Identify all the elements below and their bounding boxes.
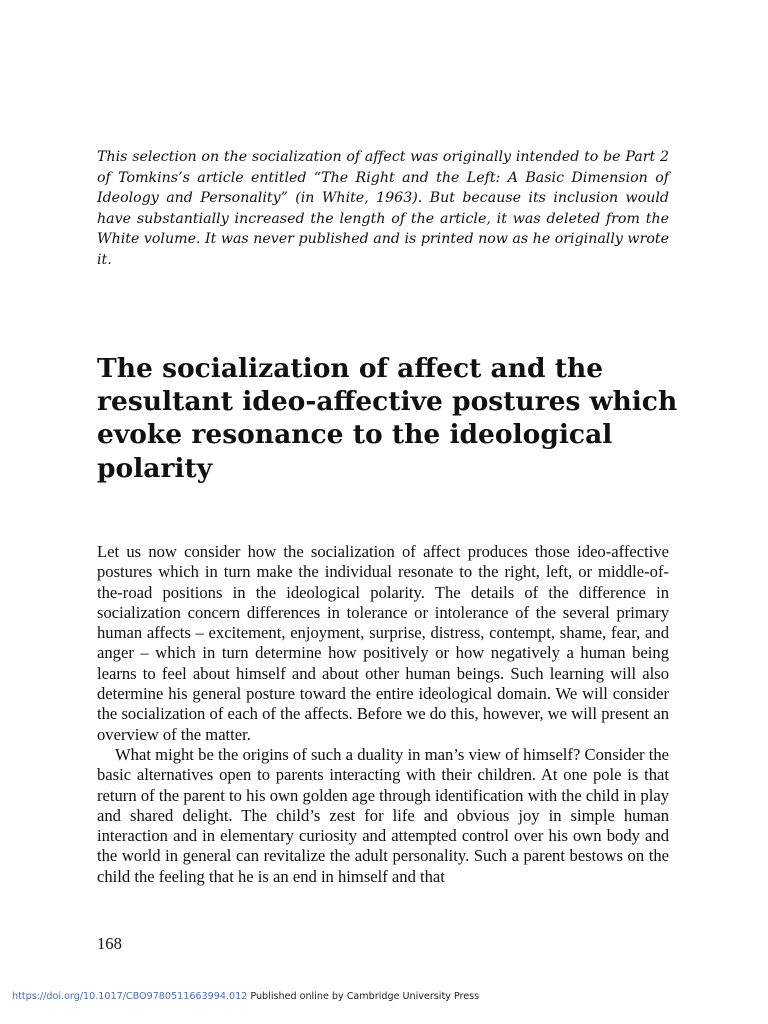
- publication-footer: [12, 990, 479, 1004]
- editorial-note: This selection on the socialization of affect was originally intended to be Part 2 of Tomkins’s article entitled “The Right and the Left: A Basic Dimension of Ideology and Personality” (in White, 1963). But because its inclusion would have substantially increased the length of the article, it was deleted from the White volume. It was never published and is printed now as he originally wrote it.: [97, 149, 669, 268]
- body-paragraph-2: What might be the origins of such a duality in man’s view of himself? Consider the basic alternatives open to parents interacting with their children. At one pole is that return of the parent to his own golden age through identification with the child in play and shared delight. The child’s zest for life and obvious joy in simple human interaction and in elementary curiosity and attempted control over his own body and the world in general can revitalize the adult personality. Such a parent bestows on the child the feeling that he is an end in himself and that: [97, 744, 669, 886]
- footer-publisher-text: Published online by Cambridge University Press: [247, 991, 480, 1002]
- chapter-title: The socialization of affect and the resultant ideo-affective postures which evoke resonance to the ideological polarity: [97, 353, 678, 484]
- body-paragraph-1: Let us now consider how the socialization of affect produces those ideo-affective postures which in turn make the individual resonate to the right, left, or middle-of-the-road positions in the ideological polarity. The details of the difference in socialization concern differences in tolerance or intolerance of the several primary human affects – excitement, enjoyment, surprise, distress, contempt, shame, fear, and anger – which in turn determine how positively or how negatively a human being learns to feel about himself and about other human beings. Such learning will also determine his general posture toward the entire ideological domain. We will consider the socialization of each of the affects. Before we do this, however, we will present an overview of the matter.: [97, 542, 669, 744]
- doi-link[interactable]: https://doi.org/10.1017/CBO9780511663994.012: [12, 991, 248, 1002]
- body-text: [97, 542, 669, 887]
- page-number: 168: [97, 934, 122, 953]
